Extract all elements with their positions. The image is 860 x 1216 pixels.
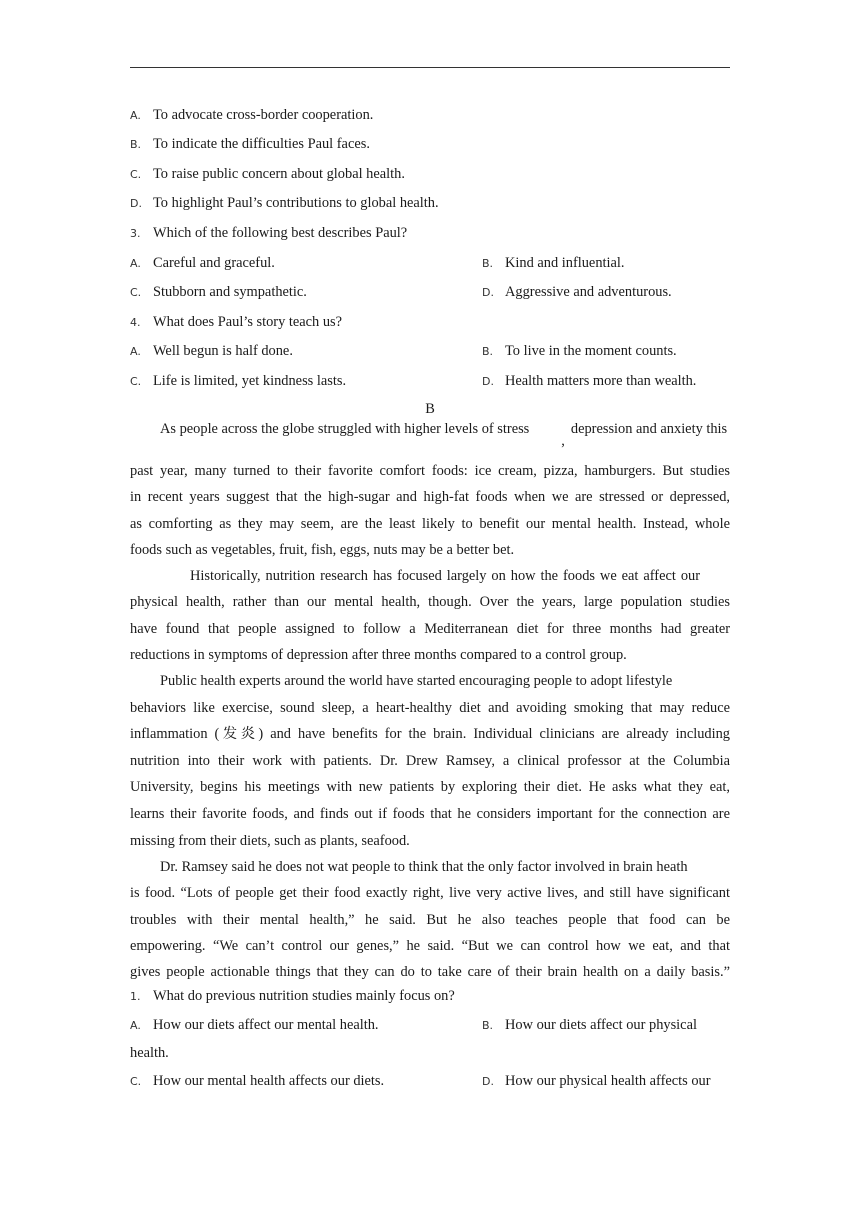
q4-option-c[interactable] — [130, 372, 346, 391]
text-run: Historically, nutrition research has focused largely on how the foods we eat affect our — [190, 568, 700, 584]
paragraph-line: foods such as vegetables, fruit, fish, eggs, nuts may be a better bet. — [130, 541, 515, 558]
option-label: C. — [130, 286, 142, 299]
paragraph-line: Public health experts around the world have started encouraging people to adopt lifestyle — [160, 673, 673, 689]
question-text: What do previous nutrition studies mainly focus on? — [153, 988, 455, 1004]
paragraph-3 — [130, 668, 730, 854]
option-label: A. — [130, 345, 141, 358]
option-label: D. — [482, 375, 494, 388]
option-label: A. — [130, 109, 141, 122]
q1-option-c[interactable] — [130, 1072, 384, 1091]
paragraph-line — [130, 563, 700, 589]
paragraph-line: reductions in symptoms of depression after three months compared to a control group. — [130, 646, 627, 663]
q3-option-b[interactable] — [482, 254, 625, 273]
option-text: To live in the moment counts. — [505, 343, 677, 359]
option-label: B. — [482, 257, 494, 270]
option-text: To indicate the difficulties Paul faces. — [153, 136, 370, 152]
q1-option-d[interactable] — [482, 1072, 711, 1091]
option-label: B. — [482, 1019, 494, 1032]
q4-stem — [130, 313, 342, 332]
option-label: B. — [482, 345, 494, 358]
question-text: Which of the following best describes Paul? — [153, 225, 408, 241]
option-text: To advocate cross-border cooperation. — [153, 107, 374, 123]
q3-option-a[interactable] — [130, 254, 275, 273]
paragraph-line: behaviors like exercise, sound sleep, a heart-healthy diet and avoiding smoking that may reduce — [130, 699, 730, 716]
paragraph-line: physical health, rather than our mental health, though. Over the years, large population studies — [130, 594, 730, 611]
paragraph-line: have found that people assigned to follow a Mediterranean diet for three months had greater — [130, 620, 730, 637]
question-text: What does Paul’s story teach us? — [153, 314, 343, 330]
option-text: Careful and graceful. — [153, 255, 275, 271]
paragraph-line: in recent years suggest that the high-sugar and high-fat foods when we are stressed or depressed, — [130, 489, 730, 506]
option-text: Well begun is half done. — [153, 343, 293, 359]
option-label: D. — [482, 286, 494, 299]
q2-option-c[interactable] — [130, 165, 405, 184]
option-text: Stubborn and sympathetic. — [153, 284, 307, 300]
option-text: How our mental health affects our diets. — [153, 1073, 385, 1089]
q2-option-d[interactable] — [130, 194, 439, 213]
paragraph-line: nutrition into their work with patients. Dr. Drew Ramsey, a clinical professor at the Columbia — [130, 752, 730, 769]
option-label: C. — [130, 168, 142, 181]
option-label: A. — [130, 1019, 141, 1032]
option-text: health. — [130, 1045, 169, 1061]
paragraph-line: Dr. Ramsey said he does not wat people to think that the only factor involved in brain heath — [160, 859, 688, 875]
option-text: To raise public concern about global health. — [153, 166, 405, 182]
q4-option-d[interactable] — [482, 372, 696, 391]
q1-option-b[interactable] — [482, 1016, 697, 1035]
paragraph-line: missing from their diets, such as plants, seafood. — [130, 832, 410, 849]
text-run: As people across the globe struggled with higher levels of stress — [160, 421, 530, 437]
q3-option-d[interactable] — [482, 283, 672, 302]
question-number: 3. — [130, 227, 141, 240]
text-run: depression and anxiety this — [570, 421, 728, 437]
q4-option-a[interactable] — [130, 342, 293, 361]
paragraph-4 — [130, 854, 730, 985]
paragraph-line: as comforting as they may seem, are the least likely to benefit our mental health. Instead, whole — [130, 515, 730, 532]
question-number: 1. — [130, 990, 141, 1003]
option-label: D. — [130, 197, 142, 210]
option-text: Life is limited, yet kindness lasts. — [153, 373, 347, 389]
comma-mark: , — [561, 433, 565, 449]
option-label: B. — [130, 138, 142, 151]
option-text: Kind and influential. — [505, 255, 625, 271]
paragraph-line: past year, many turned to their favorite comfort foods: ice cream, pizza, hamburgers. But studies — [130, 463, 730, 479]
paragraph-line: empowering. “We can’t control our genes,” he said. “But we can control how we eat, and that — [130, 937, 730, 954]
paragraph-line: University, begins his meetings with new patients by exploring their diet. He asks what they eat, — [130, 779, 730, 796]
q4-option-b[interactable] — [482, 342, 677, 361]
q1-option-a[interactable] — [130, 1016, 379, 1035]
paragraph-1 — [130, 458, 730, 563]
option-text: How our diets affect our physical — [505, 1017, 697, 1033]
paragraph-2 — [130, 563, 730, 668]
paragraph-1-first-line — [130, 420, 730, 449]
q3-stem — [130, 224, 407, 243]
header-rule — [130, 67, 730, 68]
paragraph-line: inflammation (发炎) and have benefits for the brain. Individual clinicians are already including — [130, 726, 730, 743]
option-label: A. — [130, 257, 141, 270]
option-label: C. — [130, 375, 142, 388]
q1-option-b-continuation — [130, 1044, 169, 1062]
q3-option-c[interactable] — [130, 283, 307, 302]
paragraph-line: is food. “Lots of people get their food exactly right, live very active lives, and still have significant — [130, 885, 730, 902]
option-label: C. — [130, 1075, 142, 1088]
q2-option-b[interactable] — [130, 135, 370, 154]
section-heading: B — [425, 401, 435, 417]
q2-option-a[interactable] — [130, 106, 373, 125]
option-label: D. — [482, 1075, 494, 1088]
paragraph-line: learns their favorite foods, and finds out if foods that he considers important for the connection are — [130, 805, 730, 822]
option-text: How our physical health affects our — [505, 1073, 711, 1089]
question-number: 4. — [130, 316, 141, 329]
q1-stem — [130, 987, 455, 1006]
option-text: To highlight Paul’s contributions to global health. — [153, 195, 439, 211]
paragraph-line: troubles with their mental health,” he said. But he also teaches people that food can be — [130, 911, 730, 928]
option-text: Aggressive and adventurous. — [505, 284, 672, 300]
paragraph-line: gives people actionable things that they can do to take care of their brain health on a daily basis.” — [130, 964, 730, 981]
option-text: How our diets affect our mental health. — [153, 1017, 379, 1033]
option-text: Health matters more than wealth. — [505, 373, 697, 389]
